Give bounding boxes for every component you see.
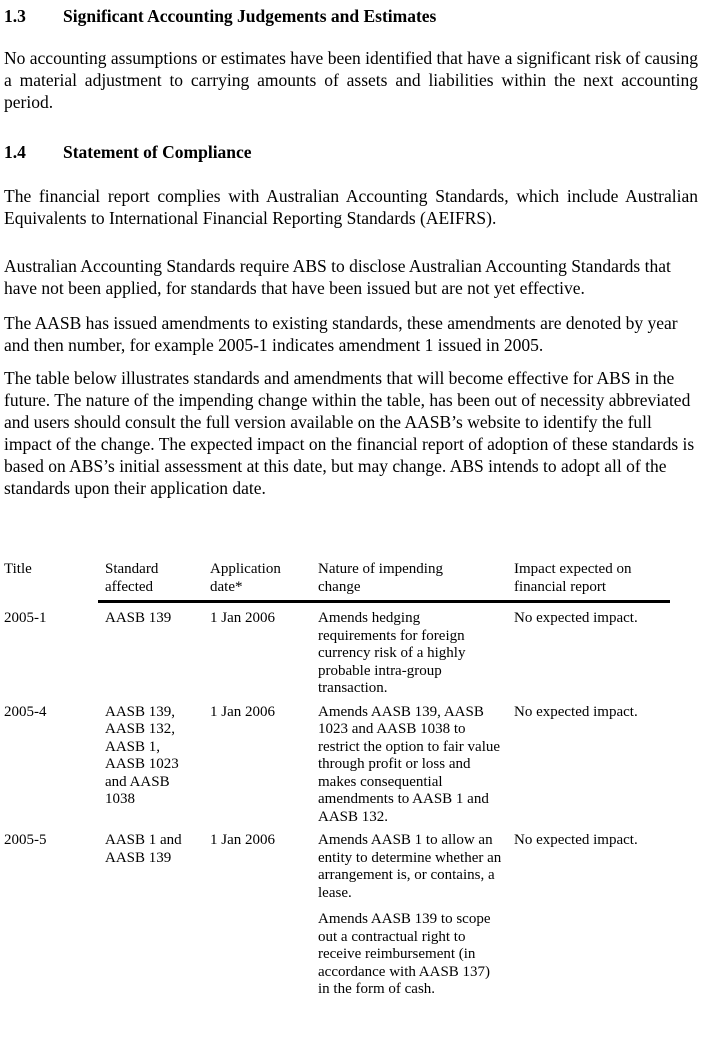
cell-application-date: 1 Jan 2006 [210, 832, 275, 848]
cell-impact-expected: No expected impact. [514, 703, 638, 720]
cell-application-date: 1 Jan 2006 [210, 610, 275, 626]
paragraph-disclosure-requirement: Australian Accounting Standards require ABS to disclose Australian Accounting Standards that have not been applied, for standards that have been issued but are not yet effective. [4, 256, 671, 298]
column-header-title: Title [4, 561, 32, 577]
table-header-row [4, 561, 698, 596]
paragraph-amendment-numbering: The AASB has issued amendments to existing standards, these amendments are denoted by year and then number, for example 2005-1 indicates amendment 1 issued in 2005. [4, 313, 678, 355]
cell-impact-expected: No expected impact. [514, 610, 638, 626]
table-row [4, 704, 698, 827]
paragraph-accounting-estimates: No accounting assumptions or estimates have been identified that have a significant risk of causing a material adjustment to carrying amounts of assets and liabilities within the next accounting period. [4, 48, 698, 112]
table-header-rule [98, 600, 670, 603]
section-title: Statement of Compliance [63, 142, 252, 162]
cell-nature-of-change: Amends hedging requirements for foreign currency risk of a highly probable intra-group transaction. [318, 610, 466, 696]
cell-standard-affected: AASB 139, AASB 132, AASB 1, AASB 1023 and AASB 1038 [105, 703, 179, 807]
cell-standard-affected: AASB 1 and AASB 139 [105, 832, 182, 866]
section-number: 1.4 [4, 142, 26, 162]
column-header-nature-of-change: Nature of impending change [318, 561, 443, 595]
column-header-impact-expected: Impact expected on financial report [514, 561, 632, 595]
paragraph-table-introduction: The table below illustrates standards and amendments that will become effective for ABS in the future. The nature of the impending change within the table, has been out of necessity abbreviated and users should consult the full version available on the AASB’s website to identify the full impact of the change. The expected impact on the financial report of adoption of these standards is based on ABS’s initial assessment at this date, but may change. ABS intends to adopt all of the standards upon their application date. [4, 368, 695, 498]
standards-table [4, 561, 698, 999]
cell-title: 2005-5 [4, 832, 47, 848]
cell-application-date: 1 Jan 2006 [210, 703, 275, 720]
cell-impact-expected: No expected impact. [514, 832, 638, 848]
table-row [4, 832, 698, 999]
section-heading-1-3 [4, 5, 698, 27]
paragraph-compliance: The financial report complies with Australian Accounting Standards, which include Australian Equivalents to International Financial Reporting Standards (AEIFRS). [4, 186, 698, 228]
cell-standard-affected: AASB 139 [105, 610, 172, 626]
cell-title: 2005-1 [4, 610, 47, 626]
column-header-application-date: Application date* [210, 561, 281, 595]
section-heading-1-4 [4, 141, 698, 163]
section-number: 1.3 [4, 6, 26, 26]
cell-nature-of-change: Amends AASB 139, AASB 1023 and AASB 1038 to restrict the option to fair value through profit or loss and makes consequential amendments to AASB 1 and AASB 132. [318, 703, 501, 825]
section-title: Significant Accounting Judgements and Estimates [63, 6, 437, 26]
table-row [4, 610, 698, 698]
cell-title: 2005-4 [4, 703, 47, 720]
column-header-standard-affected: Standard affected [105, 561, 159, 595]
cell-nature-of-change: Amends AASB 1 to allow an entity to determine whether an arrangement is, or contains, a lease. Amends AASB 139 to scope out a contractual right to receive reimbursement (in accordance with AASB 137) in the form of cash. [318, 832, 502, 997]
